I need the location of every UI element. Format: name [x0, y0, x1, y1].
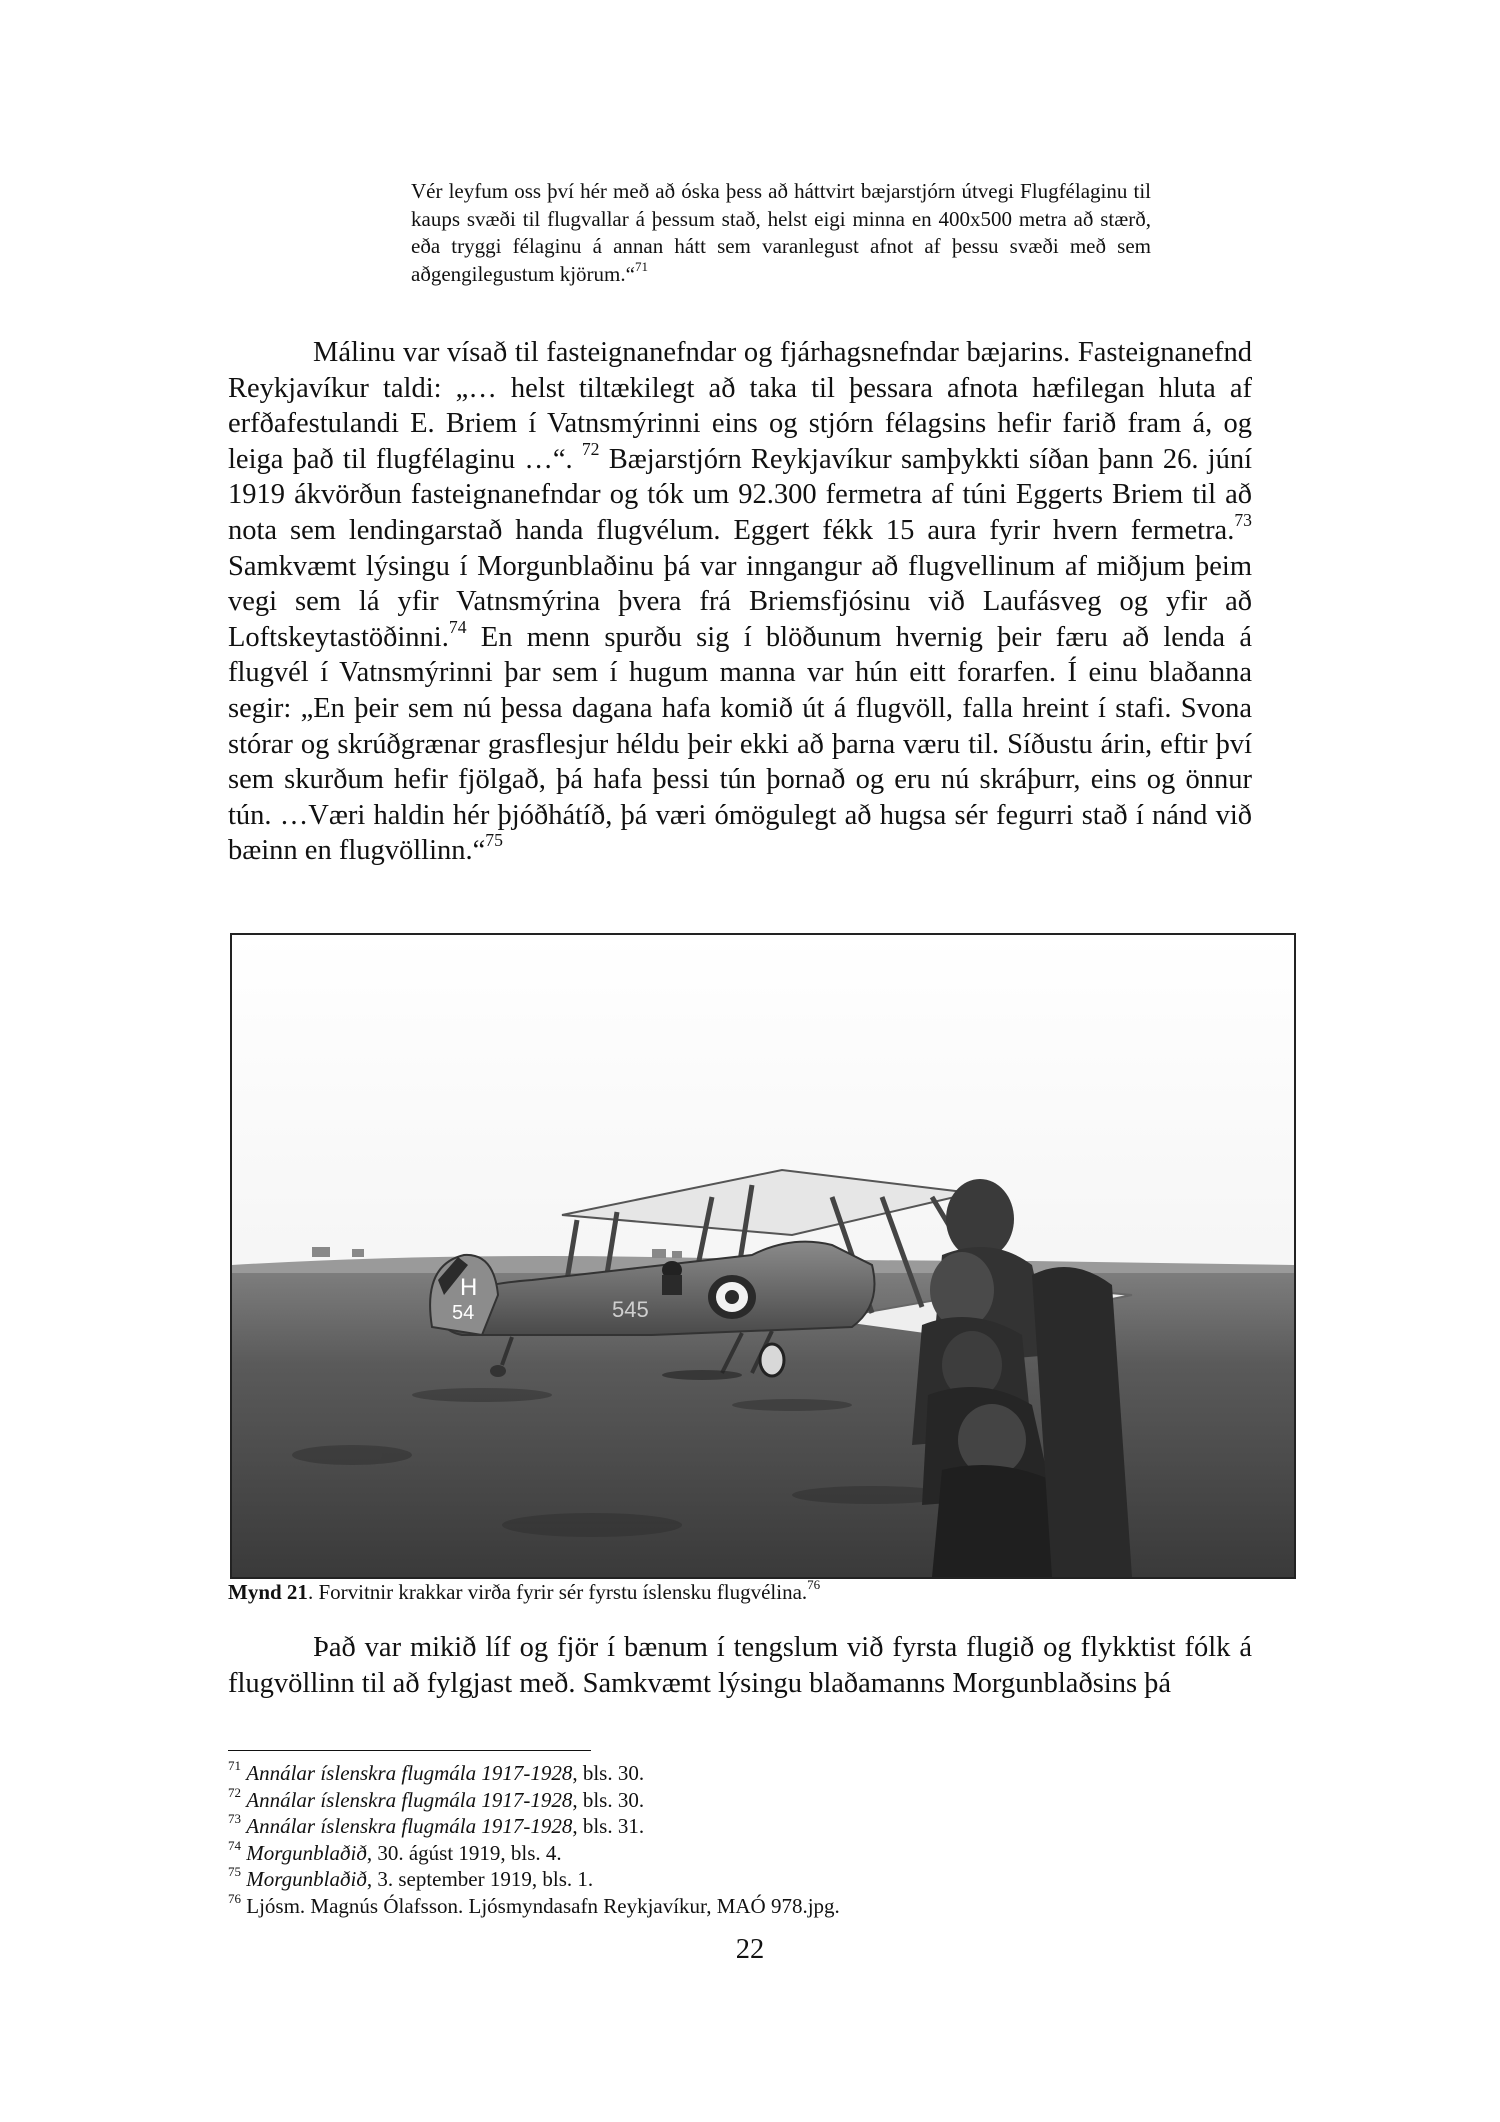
caption-label: Mynd 21 [228, 1580, 308, 1604]
footnote-source: Annálar íslenskra flugmála 1917-1928 [246, 1787, 573, 1812]
roundel-center [725, 1290, 739, 1304]
footnote-detail: Ljósm. Magnús Ólafsson. Ljósmyndasafn Reykjavíkur, MAÓ 978.jpg. [246, 1893, 840, 1918]
pilot-body [662, 1275, 682, 1295]
child-head-4 [958, 1404, 1026, 1476]
footnote-source: Annálar íslenskra flugmála 1917-1928 [246, 1814, 573, 1838]
footnote-ref-71[interactable]: 71 [634, 258, 648, 274]
footnote [228, 1890, 1228, 1920]
footnote-source: Morgunblaðið [246, 1840, 367, 1865]
wheel-shadow [662, 1370, 742, 1380]
footnote [228, 1866, 1228, 1893]
footnote-ref-74[interactable]: 74 [448, 616, 467, 637]
footnote-source: Annálar íslenskra flugmála 1917-1928 [246, 1761, 573, 1785]
footnote [228, 1837, 1228, 1867]
footnote-number: 72 [228, 1784, 242, 1800]
footnote [228, 1760, 1228, 1787]
tail-letter: H [460, 1274, 478, 1301]
footnote-detail: , 30. ágúst 1919, bls. 4. [366, 1840, 562, 1865]
footnote-separator [228, 1750, 591, 1751]
footnote-detail: , bls. 31. [572, 1814, 645, 1838]
footnote-number: 75 [228, 1864, 242, 1880]
page-number: 22 [735, 1934, 765, 1965]
body-paragraph-1 [228, 335, 1252, 869]
caption-text: . Forvitnir krakkar virða fyrir sér fyrstu íslensku flugvélina. [307, 1580, 808, 1604]
footnote-ref-72[interactable]: 72 [581, 438, 600, 459]
paragraph-1-sentence-2: Bæjarstjórn Reykjavíkur samþykkti síðan þann 26. júní 1919 ákvörðun fasteignanefndar og tók um 92.300 fermetra af túni Eggerts Briem til að nota sem lendingarstað handa flugvélum. Eggert fékk 15 aura fyrir hvern fermetra. [228, 443, 1253, 546]
footnote-ref-76[interactable]: 76 [807, 1577, 821, 1593]
wheel-rear [490, 1365, 506, 1377]
paragraph-1-sentence-4: En menn spurðu sig í blöðunum hvernig þeir færu að lenda á flugvél í Vatnsmýrinni þar sem í hugum manna var hún eitt forarfen. Í einu blaðanna segir: „En þeir sem nú þessa dagana hafa komið út á flugvöll, falla hreint í stafi. Svona stórar og skrúðgrænar grasflesjur héldu þeir ekki að þarna væru til. Síðustu árin, eftir því sem skurðum hefir fjölgað, þá hafa þessi tún þornað og eru nú skráþurr, eins og önnur tún. …Væri haldin hér þjóðhátíð, þá væri ómögulegt að hugsa sér fegurri stað í nánd við bæinn en flugvöllinn.“ [228, 621, 1253, 867]
fuselage-number: 545 [612, 1297, 649, 1322]
footnote-detail: , 3. september 1919, bls. 1. [366, 1867, 594, 1891]
footnote-number: 71 [228, 1758, 242, 1774]
block-quote [411, 178, 1151, 288]
footnote-ref-75[interactable]: 75 [485, 830, 503, 851]
quote-text: Vér leyfum oss því hér með að óska þess að háttvirt bæjarstjórn útvegi Flugfélaginu til kaups svæði til flugvallar á þessum stað, helst eigi minna en 400x500 metra að stærð, eða tryggi félaginu á annan hátt sem varanlegust afnot af þessu svæði með sem aðgengilegustum kjörum.“ [411, 179, 1151, 286]
footnote-detail: , bls. 30. [572, 1787, 645, 1812]
footnote-source: Morgunblaðið [246, 1867, 367, 1891]
footnote [228, 1813, 1228, 1840]
child-head-2 [930, 1252, 994, 1328]
paragraph-1-sentence-1: Málinu var vísað til fasteignanefndar og fjárhagsnefndar bæjarins. Fasteignanefnd Reykjavíkur taldi: „… helst tiltækilegt að taka til þessara afnota hæfilegan hluta af erfðafestulandi E. Briem í Vatnsmýrinni eins og stjórn félagsins hefir farið fram á, og leiga það til flugfélaginu …“. [228, 337, 1252, 475]
child-head-1 [946, 1179, 1014, 1259]
footnote [228, 1784, 1228, 1814]
wheel-front [760, 1344, 784, 1376]
paragraph-1-sentence-3: Samkvæmt lýsingu í Morgunblaðinu þá var inngangur að flugvellinum af miðjum þeim vegi sem lá yfir Vatnsmýrina þvera frá Briemsfjósinu við Laufásveg og yfir að Loftskeytastöðinni. [228, 550, 1252, 653]
paragraph-2-text: Það var mikið líf og fjör í bænum í tengslum við fyrsta flugið og flykktist fólk á flugvöllinn til að fylgjast með. Samkvæmt lýsingu blaðamanns Morgunblaðsins þá [228, 1632, 1252, 1699]
figure-caption [228, 1578, 1268, 1606]
footnote-number: 74 [228, 1837, 242, 1853]
footnote-number: 76 [228, 1890, 242, 1906]
footnote-ref-73[interactable]: 73 [1234, 509, 1252, 530]
tail-number: 54 [452, 1302, 475, 1324]
body-paragraph-2 [228, 1630, 1252, 1701]
footnotes [228, 1760, 1228, 1919]
footnote-number: 73 [228, 1811, 242, 1827]
biplane-photo [230, 933, 1296, 1579]
footnote-detail: , bls. 30. [572, 1761, 645, 1785]
